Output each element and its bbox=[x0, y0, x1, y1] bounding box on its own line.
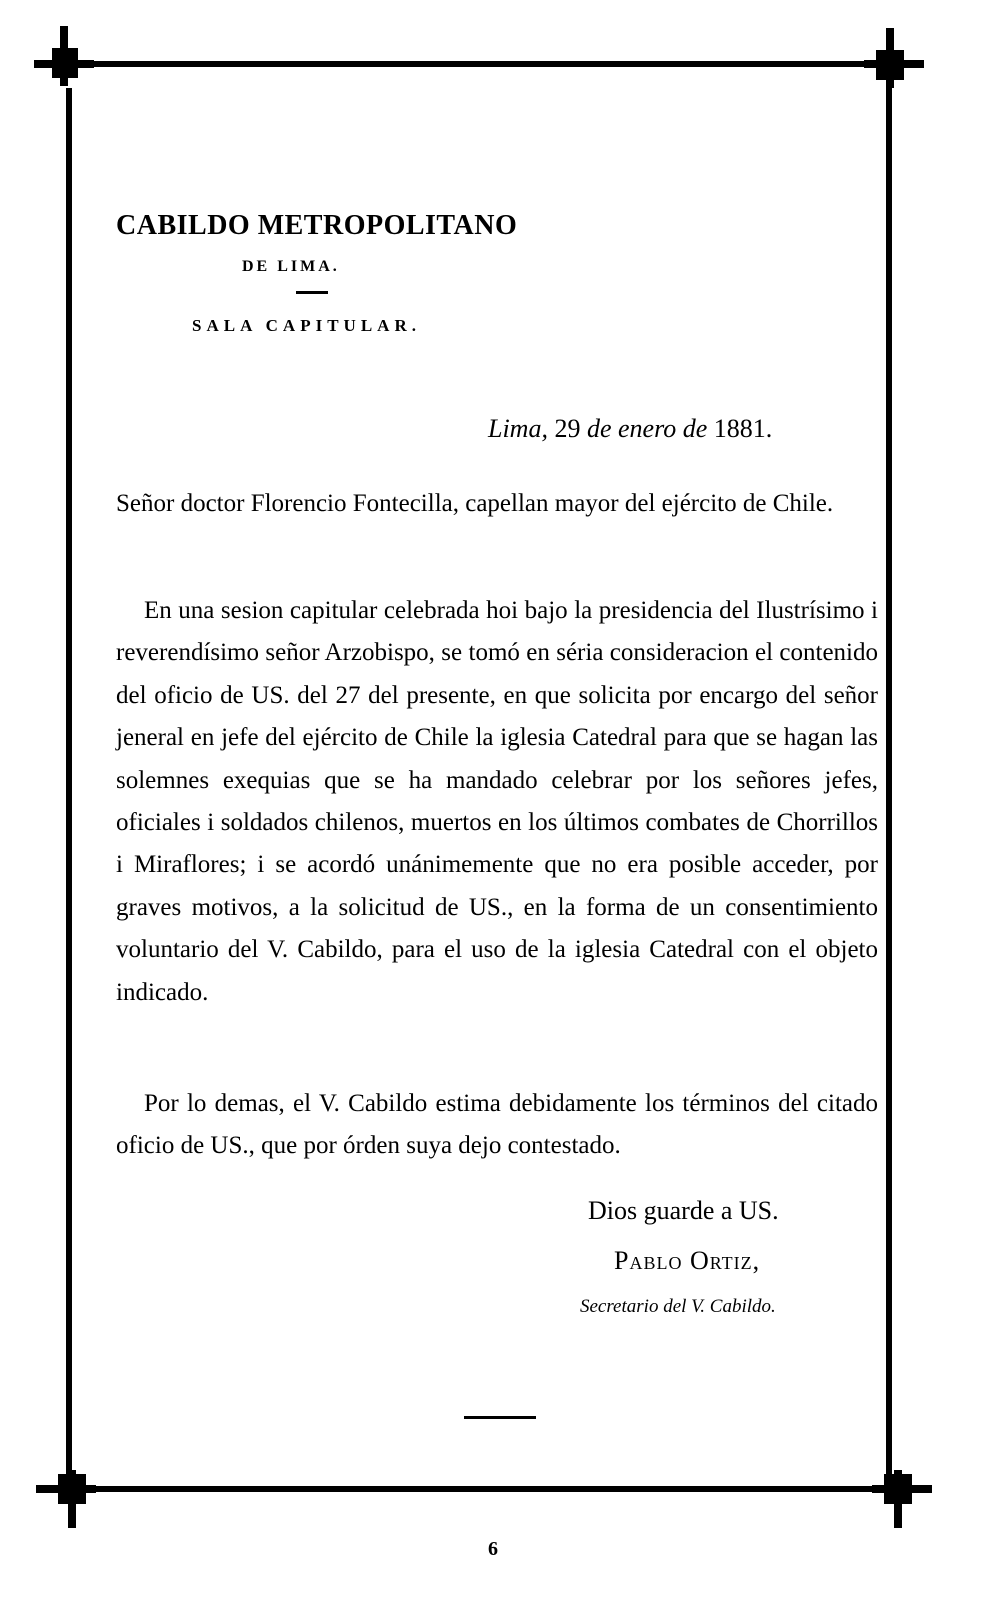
letterhead-subtitle: DE LIMA. bbox=[242, 258, 340, 275]
dateline-de: de bbox=[682, 414, 708, 443]
signature-name: Pablo Ortiz, bbox=[614, 1246, 761, 1275]
dateline-place: Lima, bbox=[488, 414, 548, 443]
dateline-year: 1881. bbox=[713, 414, 773, 443]
addressee: Señor doctor Florencio Fontecilla, capellan mayor del ejército de Chile. bbox=[116, 490, 834, 517]
dateline-de: de bbox=[586, 414, 612, 443]
end-rule bbox=[464, 1416, 536, 1419]
letterhead-title: CABILDO METROPOLITANO bbox=[116, 210, 518, 241]
frame-bottom-border bbox=[70, 1486, 900, 1492]
dateline-month: enero bbox=[618, 414, 677, 443]
closing-salutation: Dios guarde a US. bbox=[588, 1196, 779, 1225]
signature-title: Secretario del V. Cabildo. bbox=[580, 1296, 776, 1317]
frame-top-border bbox=[70, 61, 900, 67]
letterhead-chamber: SALA CAPITULAR. bbox=[192, 316, 421, 335]
body-paragraph: En una sesion capitular celebrada hoi bajo la presidencia del Ilustrísimo i reverendísimo señor Arzobispo, se tomó en séria consideracion el contenido del oficio de US. del 27 del presente, en que solicita por encargo del señor jeneral en jefe del ejército de Chile la iglesia Catedral para que se hagan las solemnes exequias que se ha mandado celebrar por los señores jefes, oficiales i soldados chilenos, muertos en los últimos combates de Chorrillos i Miraflores; i se acordó unánimemente que no era posible acceder, por graves motivos, a la solicitud de US., en la forma de un consentimiento voluntario del V. Cabildo, para el uso de la iglesia Catedral con el objeto indicado. bbox=[116, 597, 878, 1006]
letterhead-rule bbox=[296, 291, 328, 294]
dateline bbox=[488, 414, 772, 444]
frame-left-border bbox=[66, 88, 72, 1488]
body-paragraph: Por lo demas, el V. Cabildo estima debidamente los términos del citado oficio de US., que por órden suya dejo contestado. bbox=[116, 1090, 878, 1160]
dateline-day: 29 bbox=[554, 414, 581, 443]
page-number: 6 bbox=[488, 1538, 498, 1560]
frame-right-border bbox=[886, 88, 892, 1488]
